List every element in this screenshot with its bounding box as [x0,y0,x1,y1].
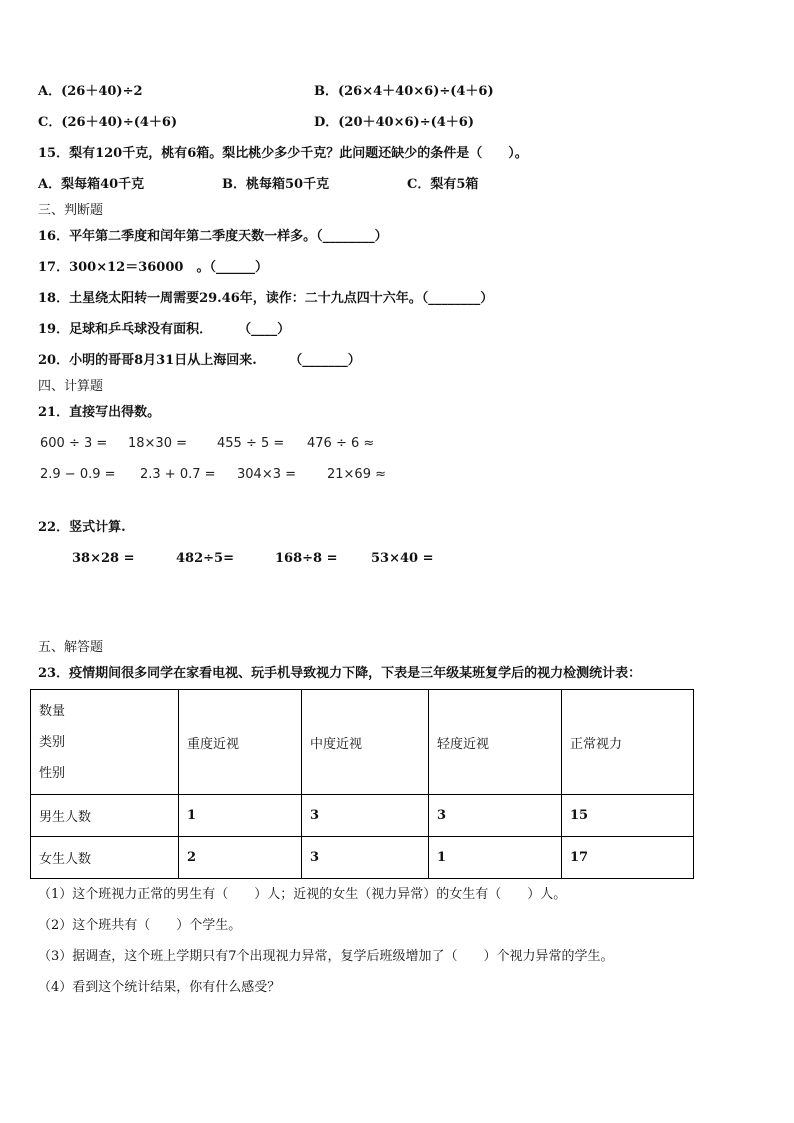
table-header-cell: 正常视力 [562,690,694,795]
q21-stem: 21．直接写出得数。 [38,405,161,420]
q23-sub-4: （4）看到这个统计结果，你有什么感受？ [38,980,281,995]
table-cell: 1 [429,837,562,879]
table-row-label: 男生人数 [31,795,179,837]
vision-stats-table [30,689,694,879]
q19: 19．足球和乒乓球没有面积． （____） [38,322,291,337]
q21-item: 18×30 = [128,436,188,451]
q14-option-b: B．(26×4＋40×6)÷(4＋6) [314,84,494,99]
corner-label-category: 类别 [39,734,66,750]
table-row-label: 女生人数 [31,837,179,879]
q21-item: 21×69 ≈ [327,467,387,482]
table-cell: 3 [302,837,429,879]
q15-option-a: A．梨每箱40千克 [38,177,145,192]
q21-item: 2.3 + 0.7 = [140,467,216,482]
q15-stem: 15．梨有120千克，桃有6箱。梨比桃少多少千克？此问题还缺少的条件是（ ）。 [38,146,528,161]
q23-sub-3: （3）据调查，这个班上学期只有7个出现视力异常，复学后班级增加了（ ）个视力异常的学生。 [38,949,614,964]
table-cell: 1 [179,795,302,837]
table-cell: 15 [562,795,694,837]
q23-stem: 23．疫情期间很多同学在家看电视、玩手机导致视力下降，下表是三年级某班复学后的视力检测统计表： [38,666,642,681]
table-header-row [31,690,694,795]
table-cell: 3 [302,795,429,837]
q17: 17．300×12＝36000 。（______） [38,260,268,275]
q14-option-c: C．(26＋40)÷(4＋6) [38,115,178,130]
table-row [31,795,694,837]
q15-option-c: C．梨有5箱 [407,177,479,192]
q16: 16．平年第二季度和闰年第二季度天数一样多。（________） [38,229,388,244]
q22-item: 38×28 = [72,551,135,566]
q14-option-d: D．(20＋40×6)÷(4＋6) [314,115,474,130]
q23-sub-1: （1）这个班视力正常的男生有（ ）人；近视的女生（视力异常）的女生有（ ）人。 [38,887,567,902]
q20: 20．小明的哥哥8月31日从上海回来. （_______） [38,353,361,368]
section-5-heading: 五、解答题 [38,640,104,655]
table-header-cell: 轻度近视 [429,690,562,795]
section-3-heading: 三、判断题 [38,203,104,218]
section-4-heading: 四、计算题 [38,379,104,394]
q21-item: 455 ÷ 5 = [217,436,285,451]
table-corner-cell [31,690,179,795]
q21-item: 600 ÷ 3 = [40,436,108,451]
q21-item: 2.9 − 0.9 = [40,467,116,482]
corner-label-gender: 性别 [39,765,66,781]
table-cell: 2 [179,837,302,879]
q18: 18．土星绕太阳转一周需要29.46年，读作：二十九点四十六年。（________） [38,291,494,306]
table-header-cell: 中度近视 [302,690,429,795]
table-cell: 17 [562,837,694,879]
q21-item: 476 ÷ 6 ≈ [307,436,375,451]
q15-option-b: B．桃每箱50千克 [222,177,330,192]
corner-label-quantity: 数量 [39,703,66,719]
q22-item: 53×40 = [371,551,434,566]
q23-sub-2: （2）这个班共有（ ）个学生。 [38,918,242,933]
table-header-cell: 重度近视 [179,690,302,795]
q14-option-a: A．(26＋40)÷2 [38,84,143,99]
table-cell: 3 [429,795,562,837]
q22-stem: 22．竖式计算. [38,520,126,535]
q22-item: 482÷5= [176,551,234,566]
table-row [31,837,694,879]
q22-item: 168÷8 = [275,551,338,566]
q21-item: 304×3 = [237,467,297,482]
